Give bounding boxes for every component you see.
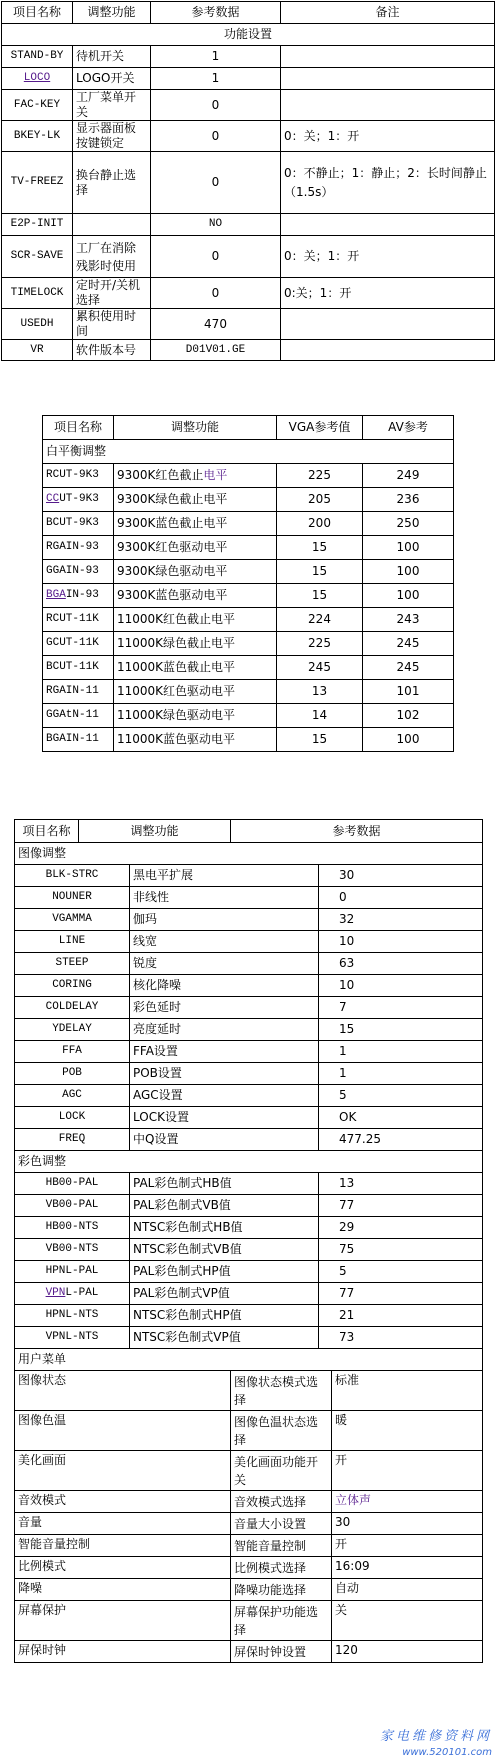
function-link[interactable]: 电平 <box>203 468 228 482</box>
section-title: 功能设置 <box>2 24 495 46</box>
table-row: CCUT-9K3 9300K绿色截止电平 205 236 <box>43 488 454 512</box>
loco-link[interactable]: LOCO <box>23 72 51 84</box>
table-row: VGAMMA 伽玛 32 <box>15 909 483 931</box>
table-row: BLK-STRC 黑电平扩展 30 <box>15 865 483 887</box>
table-row: 屏保时钟 屏保时钟设置 120 <box>15 1641 483 1663</box>
watermark-url: www.520101.com <box>402 1747 492 1758</box>
cc-link[interactable]: CC <box>46 493 60 505</box>
table-row: HB00-NTS NTSC彩色制式HB值 29 <box>15 1217 483 1239</box>
watermark-logo: 家电维修资料网 <box>379 1729 492 1744</box>
table-header-row <box>43 416 454 440</box>
table-row: 音量 音量大小设置 30 <box>15 1513 483 1535</box>
table-row: BGAIN-93 9300K蓝色驱动电平 15 100 <box>43 584 454 608</box>
table-row: SCR-SAVE 工厂在消除残影时使用 0 0：关；1：开 <box>2 236 495 278</box>
table-header-row <box>15 820 483 843</box>
table-row: 音效模式 音效模式选择 立体声 <box>15 1491 483 1513</box>
section-title-color: 彩色调整 <box>15 1151 483 1173</box>
table-row: 美化画面 美化画面功能开关 开 <box>15 1451 483 1491</box>
table-row: TIMELOCK 定时开/关机选择 0 0:关；1：开 <box>2 278 495 309</box>
table-header-row <box>2 2 495 24</box>
section-title: 白平衡调整 <box>43 440 454 464</box>
table-row: GGAtN-11 11000K绿色驱动电平 14 102 <box>43 704 454 728</box>
table-row: BGAIN-11 11000K蓝色驱动电平 15 100 <box>43 728 454 752</box>
bga-link[interactable]: BGA <box>46 589 66 601</box>
table-row: RCUT-9K3 9300K红色截止电平 225 249 <box>43 464 454 488</box>
table-row: 图像状态 图像状态模式选择 标准 <box>15 1371 483 1411</box>
vpn-link[interactable]: VPN <box>45 1287 66 1299</box>
section-title-image: 图像调整 <box>15 843 483 865</box>
header-vga: VGA参考值 <box>277 416 363 440</box>
table-row: FFA FFA设置 1 <box>15 1041 483 1063</box>
table-row: CORING 核化降噪 10 <box>15 975 483 997</box>
table-row: LOCK LOCK设置 OK <box>15 1107 483 1129</box>
table-row: HPNL-NTS NTSC彩色制式HP值 21 <box>15 1305 483 1327</box>
header-item-name: 项目名称 <box>2 2 73 24</box>
table-row: COLDELAY 彩色延时 7 <box>15 997 483 1019</box>
table-row: AGC AGC设置 5 <box>15 1085 483 1107</box>
section-title-user: 用户菜单 <box>15 1349 483 1371</box>
table-row: VPNL-PAL PAL彩色制式VP值 77 <box>15 1283 483 1305</box>
table-row: 屏幕保护 屏幕保护功能选择 关 <box>15 1601 483 1641</box>
header-item-name: 项目名称 <box>15 820 79 843</box>
table-row: STAND-BY 待机开关 1 <box>2 46 495 68</box>
header-function: 调整功能 <box>79 820 231 843</box>
table-row: HB00-PAL PAL彩色制式HB值 13 <box>15 1173 483 1195</box>
white-balance-table <box>42 415 454 752</box>
table-row: E2P-INIT NO <box>2 214 495 236</box>
table-row: TV-FREEZ 换台静止选择 0 0：不静止；1：静止；2：长时间静止（1.5s） <box>2 152 495 214</box>
table-row: 比例模式 比例模式选择 16:09 <box>15 1557 483 1579</box>
table-row: 智能音量控制 智能音量控制 开 <box>15 1535 483 1557</box>
table-row: NOUNER 非线性 0 <box>15 887 483 909</box>
header-reference: 参考数据 <box>151 2 281 24</box>
image-adjust-table <box>14 819 483 1663</box>
stereo-link[interactable]: 立体声 <box>335 1493 372 1507</box>
table-row: GCUT-11K 11000K绿色截止电平 225 245 <box>43 632 454 656</box>
table-row: 图像色温 图像色温状态选择 暖 <box>15 1411 483 1451</box>
table-row: FAC-KEY 工厂菜单开关 0 <box>2 90 495 121</box>
table-row: STEEP 锐度 63 <box>15 953 483 975</box>
function-settings-table <box>1 1 495 361</box>
table-row: VR 软件版本号 D01V01.GE <box>2 340 495 361</box>
table-row: RCUT-11K 11000K红色截止电平 224 243 <box>43 608 454 632</box>
table-row: LOCO LOGO开关 1 <box>2 68 495 90</box>
header-function: 调整功能 <box>73 2 151 24</box>
table-row: BKEY-LK 显示器面板按键锁定 0 0：关；1：开 <box>2 121 495 152</box>
header-av: AV参考 <box>363 416 454 440</box>
table-row: LINE 线宽 10 <box>15 931 483 953</box>
table-row: VB00-PAL PAL彩色制式VB值 77 <box>15 1195 483 1217</box>
table-row: RGAIN-11 11000K红色驱动电平 13 101 <box>43 680 454 704</box>
table-row: BCUT-11K 11000K蓝色截止电平 245 245 <box>43 656 454 680</box>
table-row: YDELAY 亮度延时 15 <box>15 1019 483 1041</box>
header-function: 调整功能 <box>114 416 277 440</box>
table-row: BCUT-9K3 9300K蓝色截止电平 200 250 <box>43 512 454 536</box>
header-reference: 参考数据 <box>231 820 483 843</box>
table-row: POB POB设置 1 <box>15 1063 483 1085</box>
table-row: GGAIN-93 9300K绿色驱动电平 15 100 <box>43 560 454 584</box>
table-row: VB00-NTS NTSC彩色制式VB值 75 <box>15 1239 483 1261</box>
table-row: 降噪 降噪功能选择 自动 <box>15 1579 483 1601</box>
table-row: USEDH 累积使用时间 470 <box>2 309 495 340</box>
table-row: VPNL-NTS NTSC彩色制式VP值 73 <box>15 1327 483 1349</box>
header-note: 备注 <box>281 2 495 24</box>
table-row: FREQ 中Q设置 477.25 <box>15 1129 483 1151</box>
table-row: HPNL-PAL PAL彩色制式HP值 5 <box>15 1261 483 1283</box>
header-item-name: 项目名称 <box>43 416 114 440</box>
table-row: RGAIN-93 9300K红色驱动电平 15 100 <box>43 536 454 560</box>
